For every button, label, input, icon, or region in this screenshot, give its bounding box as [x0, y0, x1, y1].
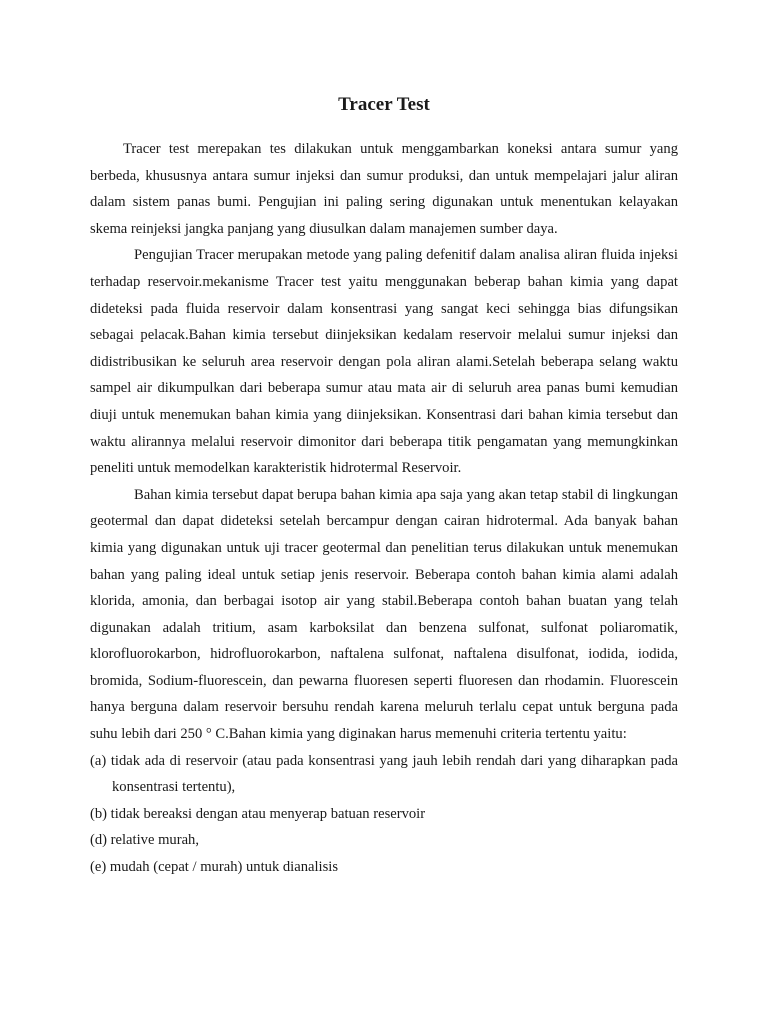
criteria-item: (b) tidak bereaksi dengan atau menyerap batuan reservoir	[90, 805, 426, 822]
criteria-item: (a) tidak ada di reservoir (atau pada konsentrasi yang jauh lebih rendah dari yang diharapkan pada konsentrasi tertentu),	[90, 752, 678, 796]
criteria-item: (e) mudah (cepat / murah) untuk dianalisis	[90, 859, 339, 876]
paragraph-chemicals: Bahan kimia tersebut dapat berupa bahan kimia apa saja yang akan tetap stabil di lingkungan geotermal dan dapat dideteksi setelah bercampur dengan cairan hidrotermal. Ada banyak bahan kimia yang digunakan untuk uji tracer geotermal dan penelitian terus dilakukan untuk menemukan bahan yang paling ideal untuk setiap jenis reservoir. Beberapa contoh bahan kimia alami adalah klorida, amonia, dan berbagai isotop air yang stabil.Beberapa contoh bahan buatan yang telah digunakan adalah tritium, asam karboksilat dan benzena sulfonat, sulfonat poliaromatik, klorofluorokarbon, hidrofluorokarbon, naftalena sulfonat, naftalena disulfonat, iodida, iodida, bromida, Sodium-fluorescein, dan pewarna fluoresen seperti fluoresen dan rhodamin. Fluorescein hanya berguna dalam reservoir bersuhu rendah karena meluruh terlalu cepat untuk berguna pada suhu lebih dari 250 ° C.Bahan kimia yang diginakan harus memenuhi criteria tertentu yaitu:	[90, 486, 678, 743]
document-title: Tracer Test	[338, 94, 430, 115]
paragraph-intro: Tracer test merepakan tes dilakukan untuk menggambarkan koneksi antara sumur yang berbeda, khususnya antara sumur injeksi dan sumur produksi, dan untuk mempelajari jalur aliran dalam sistem panas bumi. Pengujian ini paling sering digunakan untuk menentukan kelayakan skema reinjeksi jangka panjang yang diusulkan dalam manajemen sumber daya.	[90, 141, 678, 237]
criteria-item: (d) relative murah,	[90, 832, 199, 849]
paragraph-mechanism: Pengujian Tracer merupakan metode yang paling defenitif dalam analisa aliran fluida injeksi terhadap reservoir.mekanisme Tracer test yaitu menggunakan beberap bahan kimia yang dapat dideteksi pada fluida reservoir dalam konsentrasi yang sangat keci sehingga bias difungsikan sebagai pelacak.Bahan kimia tersebut diinjeksikan kedalam reservoir melalui sumur injeksi dan didistribusikan ke seluruh area reservoir dengan pola aliran alami.Setelah beberapa selang waktu sampel air dikumpulkan dari beberapa sumur atau mata air di seluruh area panas bumi kemudian diuji untuk menemukan bahan kimia yang diinjeksikan. Konsentrasi dari bahan kimia tersebut dan waktu alirannya melalui reservoir dimonitor dari beberapa titik pengamatan yang memungkinkan peneliti untuk memodelkan karakteristik hidrotermal Reservoir.	[90, 247, 678, 477]
document-body	[90, 136, 678, 881]
criteria-list	[90, 748, 678, 881]
